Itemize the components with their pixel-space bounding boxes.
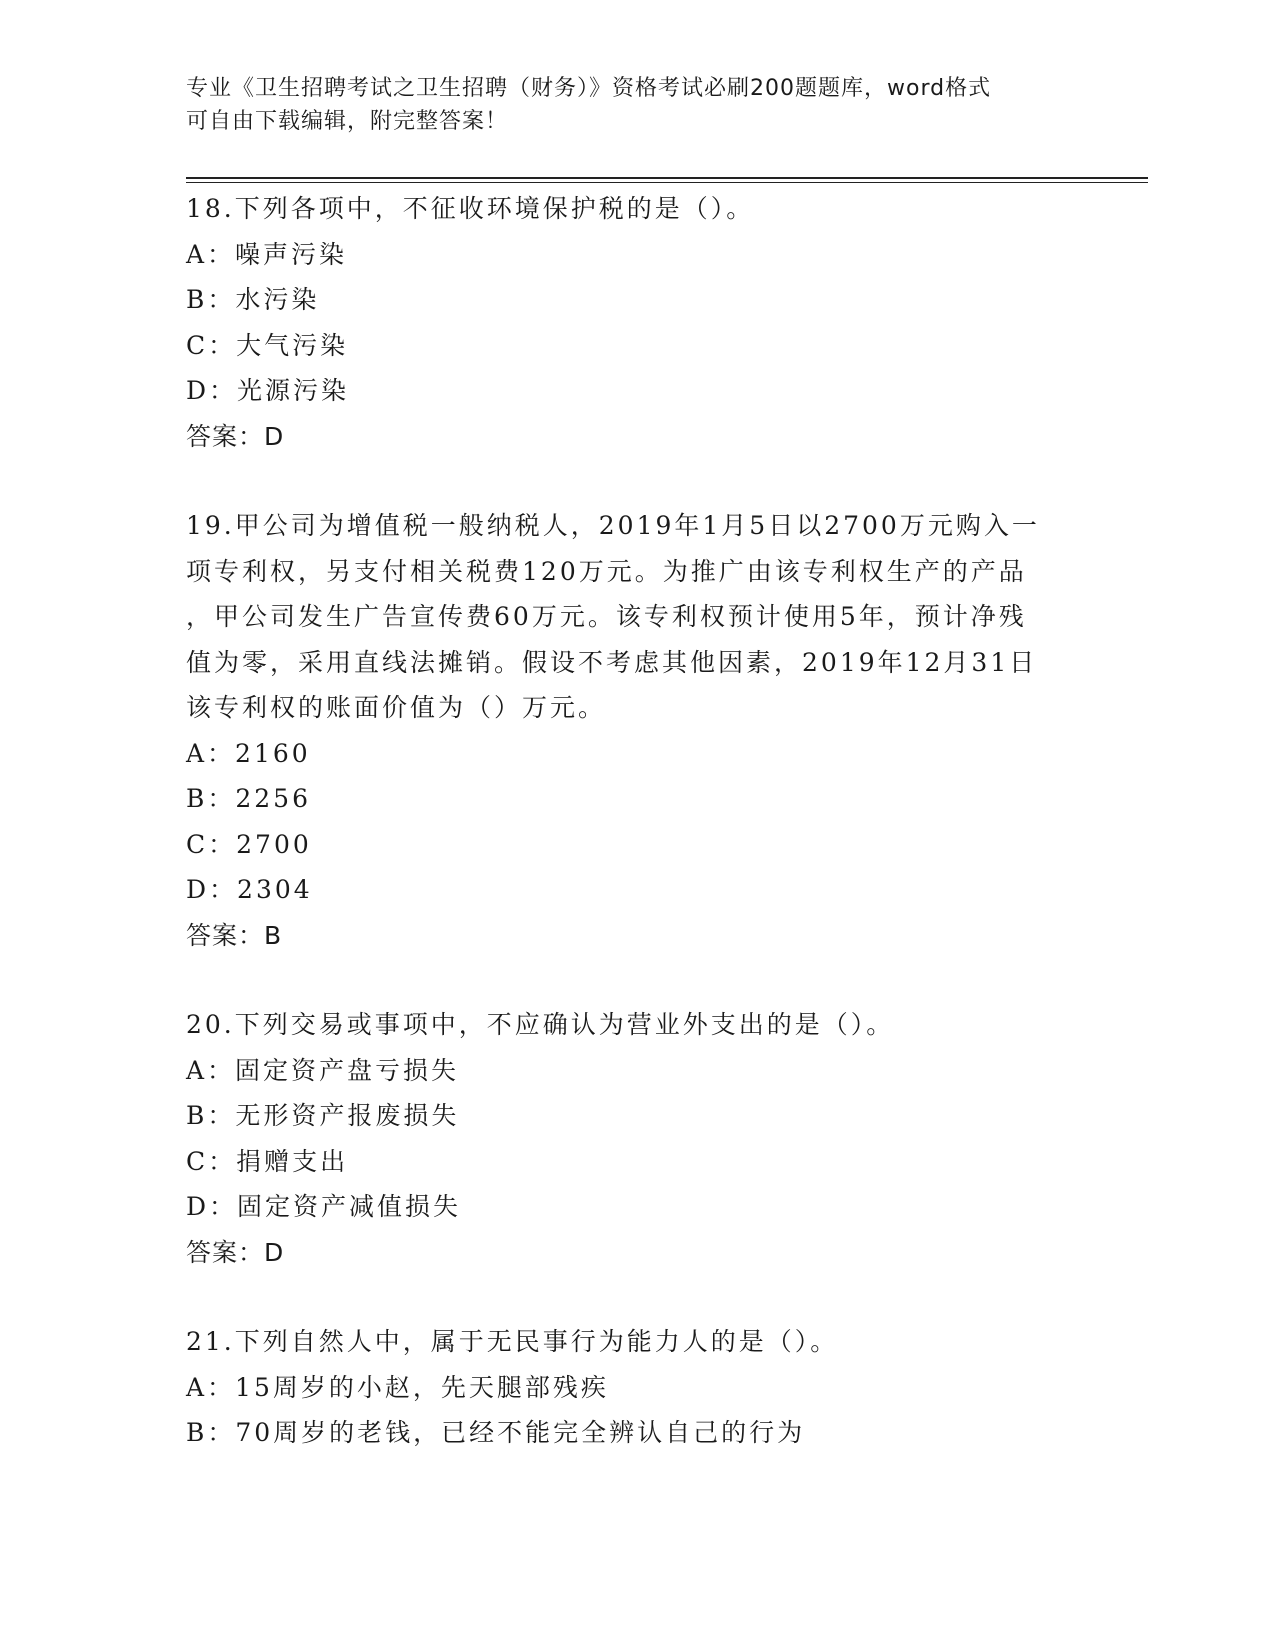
question-stem: 20.下列交易或事项中，不应确认为营业外支出的是（）。 xyxy=(186,1010,895,1039)
answer-label: 答案：B xyxy=(186,920,283,950)
answer-label: 答案：D xyxy=(186,1237,285,1267)
option-a: A：15周岁的小赵，先天腿部残疾 xyxy=(186,1372,609,1402)
question-gap xyxy=(186,1275,1086,1319)
option-c: C：捐赠支出 xyxy=(186,1146,349,1176)
question-gap xyxy=(186,459,1086,503)
question-list xyxy=(186,186,1086,1456)
option-d: D：2304 xyxy=(186,875,313,904)
option-a: A：噪声污染 xyxy=(186,239,348,269)
question-stem: 该专利权的账面价值为（）万元。 xyxy=(186,693,607,722)
question-block xyxy=(186,1319,1086,1456)
question-stem: 项专利权，另支付相关税费120万元。为推广由该专利权生产的产品 xyxy=(186,556,1027,586)
option-c: C：2700 xyxy=(186,829,312,859)
option-c: C：大气污染 xyxy=(186,330,349,360)
header-line-2: 可自由下载编辑，附完整答案！ xyxy=(186,109,509,134)
question-stem: 21.下列自然人中，属于无民事行为能力人的是（）。 xyxy=(186,1327,839,1356)
option-b: B：无形资产报废损失 xyxy=(186,1101,460,1130)
option-b: B：水污染 xyxy=(186,285,320,314)
question-stem: 18.下列各项中，不征收环境保护税的是（）。 xyxy=(186,194,755,223)
option-b: B：70周岁的老钱，已经不能完全辨认自己的行为 xyxy=(186,1418,806,1447)
question-block xyxy=(186,503,1086,958)
document-header xyxy=(186,72,1066,138)
option-a: A：2160 xyxy=(186,738,311,768)
option-d: D：固定资产减值损失 xyxy=(186,1192,462,1221)
option-b: B：2256 xyxy=(186,784,311,813)
header-rule-thick xyxy=(186,177,1148,179)
header-line-1: 专业《卫生招聘考试之卫生招聘（财务）》资格考试必刷200题题库，word格式 xyxy=(186,76,992,101)
answer-label: 答案：D xyxy=(186,421,285,451)
header-rule-thin xyxy=(186,182,1148,183)
option-a: A：固定资产盘亏损失 xyxy=(186,1055,460,1085)
question-stem: 19.甲公司为增值税一般纳税人，2019年1月5日以2700万元购入一 xyxy=(186,511,1040,540)
question-stem: 值为零，采用直线法摊销。假设不考虑其他因素，2019年12月31日 xyxy=(186,647,1038,677)
question-block xyxy=(186,1002,1086,1275)
question-gap xyxy=(186,958,1086,1002)
option-d: D：光源污染 xyxy=(186,376,350,405)
question-block xyxy=(186,186,1086,459)
question-stem: ，甲公司发生广告宣传费60万元。该专利权预计使用5年，预计净残 xyxy=(186,602,1027,631)
